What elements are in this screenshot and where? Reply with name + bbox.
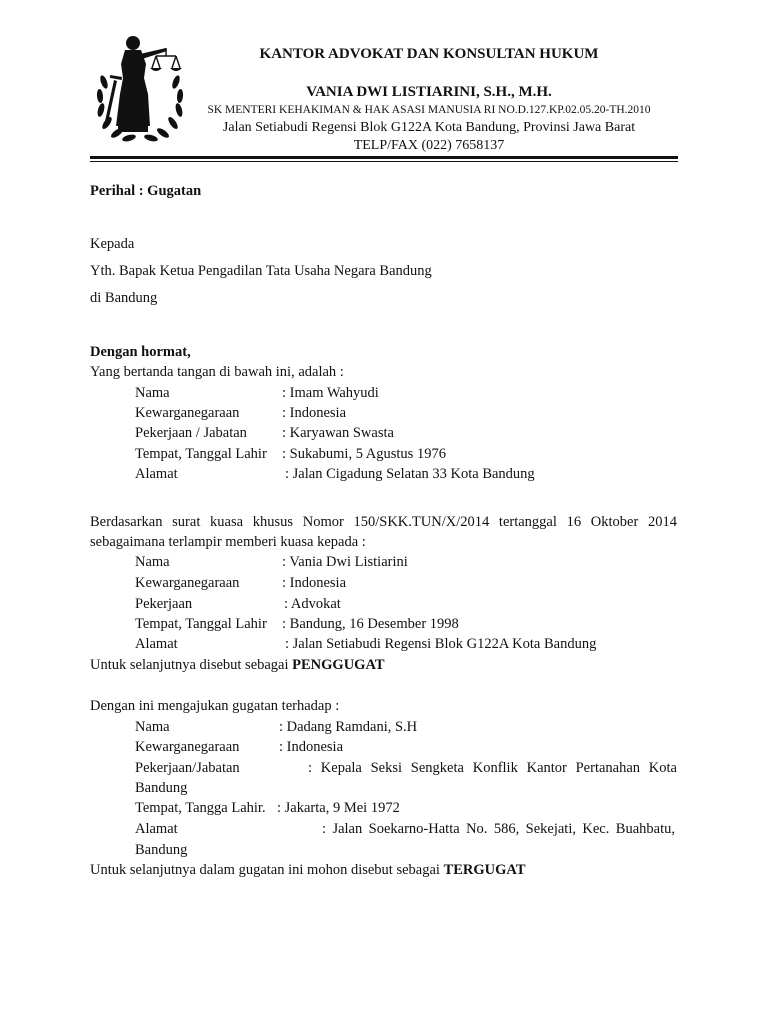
defendant-job-value-cont: Bandung	[135, 780, 188, 796]
signer-address-value: : Jalan Cigadung Selatan 33 Kota Bandung	[285, 466, 535, 482]
proxy-intro-line2: sebagaimana terlampir memberi kuasa kepada :	[90, 534, 366, 550]
signer-name-value: : Imam Wahyudi	[282, 385, 379, 401]
attorney-name-label: Nama	[135, 554, 170, 570]
defendant-address-value: : Jalan Soekarno-Hatta No. 586, Sekejati, Kec. Buahbatu,	[322, 821, 675, 837]
signer-nationality-value: : Indonesia	[282, 405, 347, 421]
lady-justice-icon	[92, 34, 188, 146]
defendant-address-label: Alamat	[135, 821, 178, 837]
defendant-nationality-value: : Indonesia	[279, 739, 344, 755]
signer-nationality-label: Kewarganegaraan	[135, 405, 240, 421]
defendant-note-text: Untuk selanjutnya dalam gugatan ini mohon disebut sebagai	[90, 862, 444, 878]
defendant-address-value-cont: Bandung	[135, 842, 188, 858]
recipient-addressee: Yth. Bapak Ketua Pengadilan Tata Usaha Negara Bandung	[90, 263, 432, 279]
defendant-name-label: Nama	[135, 719, 170, 735]
office-heading: KANTOR ADVOKAT DAN KONSULTAN HUKUM	[259, 46, 599, 62]
defendant-note	[90, 860, 526, 880]
recipient-to: Kepada	[90, 236, 135, 252]
attorney-name-value: : Vania Dwi Listiarini	[282, 554, 408, 570]
defendant-term: TERGUGAT	[443, 862, 526, 878]
defendant-job-value: : Kepala Seksi Sengketa Konflik Kantor Pertanahan Kota	[308, 760, 677, 776]
signer-job-value: : Karyawan Swasta	[282, 425, 394, 441]
letterhead-divider-thick	[90, 156, 678, 159]
defendant-nationality-label: Kewarganegaraan	[135, 739, 240, 755]
attorney-nationality-value: : Indonesia	[282, 575, 347, 591]
office-phone: TELP/FAX (022) 7658137	[353, 138, 505, 153]
attorney-address-label: Alamat	[135, 636, 178, 652]
plaintiff-term: PENGGUGAT	[292, 657, 385, 673]
letterhead-divider-thin	[90, 161, 678, 162]
attorney-job-value: : Advokat	[284, 596, 341, 612]
attorney-job-label: Pekerjaan	[135, 596, 193, 612]
proxy-intro-line1: Berdasarkan surat kuasa khusus Nomor 150/SKK.TUN/X/2014 tertanggal 16 Oktober 2014	[90, 514, 677, 530]
attorney-birth-label: Tempat, Tanggal Lahir	[135, 616, 267, 632]
intro-line: Yang bertanda tangan di bawah ini, adalah :	[90, 364, 344, 380]
signer-birth-label: Tempat, Tanggal Lahir	[135, 446, 267, 462]
office-address: Jalan Setiabudi Regensi Blok G122A Kota Bandung, Provinsi Jawa Barat	[222, 120, 636, 135]
recipient-city: di Bandung	[90, 290, 158, 306]
defendant-birth-label: Tempat, Tangga Lahir.	[135, 800, 266, 816]
signer-job-label: Pekerjaan / Jabatan	[135, 425, 247, 441]
attorney-address-value: : Jalan Setiabudi Regensi Blok G122A Kota Bandung	[285, 636, 597, 652]
plaintiff-note	[90, 655, 385, 675]
signer-address-label: Alamat	[135, 466, 178, 482]
greeting: Dengan hormat,	[90, 344, 191, 360]
plaintiff-note-text: Untuk selanjutnya disebut sebagai	[90, 657, 293, 673]
attorney-nationality-label: Kewarganegaraan	[135, 575, 240, 591]
defendant-birth-value: : Jakarta, 9 Mei 1972	[277, 800, 400, 816]
attorney-birth-value: : Bandung, 16 Desember 1998	[282, 616, 459, 632]
signer-name-label: Nama	[135, 385, 170, 401]
defendant-job-label: Pekerjaan/Jabatan	[135, 760, 240, 776]
subject-line: Perihal : Gugatan	[90, 183, 202, 199]
license-number: SK MENTERI KEHAKIMAN & HAK ASASI MANUSIA RI NO.D.127.KP.02.05.20-TH.2010	[207, 104, 651, 116]
signer-birth-value: : Sukabumi, 5 Agustus 1976	[282, 446, 446, 462]
advocate-name: VANIA DWI LISTIARINI, S.H., M.H.	[306, 84, 552, 100]
defendant-name-value: : Dadang Ramdani, S.H	[279, 719, 418, 735]
lawsuit-intro: Dengan ini mengajukan gugatan terhadap :	[90, 698, 340, 714]
